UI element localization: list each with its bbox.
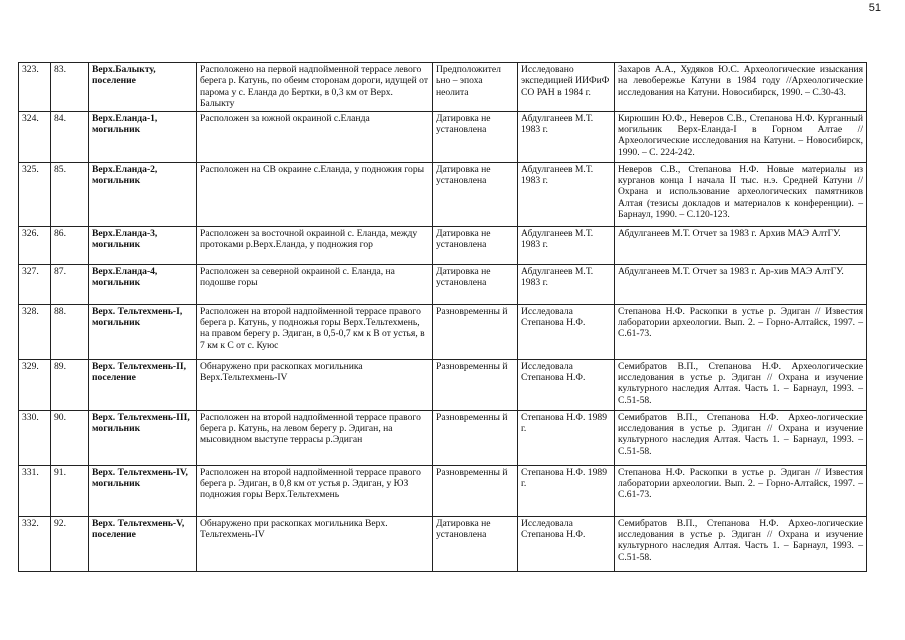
location-cell: Расположен на второй надпойменной террасе правого берега р. Катунь, у подножья горы Верх.Тельтехмень, на правом берегу р. Эдиган, в 0,5-0,7 км к В от устья, в 7 км к С от с. Куюс [197,304,433,359]
row-number: 323. [19,63,51,112]
row-number: 326. [19,226,51,264]
dating-cell: Датировка не установлена [433,264,518,304]
references-cell: Абдулганеев М.Т. Отчет за 1983 г. Ар-хив МАЭ АлтГУ. [615,264,867,304]
table-row [19,226,867,264]
table-row [19,304,867,359]
local-number: 90. [51,410,89,465]
row-number: 325. [19,162,51,226]
location-cell: Обнаружено при раскопках могильника Верх.Тельтехмень-IV [197,359,433,410]
location-cell: Расположен на второй надпойменной террасе правого берега р. Катунь, на левом берегу р. Эдиган, на мысовидном выступе террасы р.Эдиган [197,410,433,465]
table-row [19,465,867,516]
row-number: 329. [19,359,51,410]
location-cell: Расположен на СВ окраине с.Еланда, у подножия горы [197,162,433,226]
table-row [19,516,867,571]
researcher-cell: Абдулганеев М.Т. 1983 г. [518,226,615,264]
references-cell: Семибратов В.П., Степанова Н.Ф. Архео-логические исследования в устье р. Эдиган // Охрана и изучение культурного наследия Алтая. Часть 1. – Барнаул, 1993. – С.51-58. [615,410,867,465]
table-row [19,359,867,410]
references-cell: Захаров А.А., Худяков Ю.С. Археологические изыскания на левобережье Катуни в 1984 году //Археологические исследования на Катуни. Новосибирск, 1990. – С.30-43. [615,63,867,112]
monument-name: Верх.Еланда-4, могильник [89,264,197,304]
local-number: 92. [51,516,89,571]
references-cell: Семибратов В.П., Степанова Н.Ф. Архео-логические исследования в устье р. Эдиган // Охрана и изучение культурного наследия Алтая. Часть 1. – Барнаул, 1993. – С.51-58. [615,516,867,571]
page-number: 51 [868,2,881,14]
local-number: 87. [51,264,89,304]
researcher-cell: Исследовала Степанова Н.Ф. [518,516,615,571]
table-row [19,162,867,226]
local-number: 88. [51,304,89,359]
monument-name: Верх. Тельтехмень-I, могильник [89,304,197,359]
location-cell: Расположен на второй надпойменной террасе правого берега р. Эдиган, в 0,8 км от устья р. Эдиган, у ЮЗ подножия горы Верх.Тельтехмень [197,465,433,516]
local-number: 85. [51,162,89,226]
row-number: 328. [19,304,51,359]
local-number: 91. [51,465,89,516]
researcher-cell: Исследовано экспедицией ИИФиФ СО РАН в 1984 г. [518,63,615,112]
researcher-cell: Исследовала Степанова Н.Ф. [518,304,615,359]
monument-name: Верх. Тельтехмень-II, поселение [89,359,197,410]
dating-cell: Датировка не установлена [433,111,518,162]
table-body [19,63,867,572]
monuments-table [18,62,867,572]
row-number: 324. [19,111,51,162]
monument-name: Верх. Тельтехмень-IV, могильник [89,465,197,516]
monument-name: Верх. Тельтехмень-V, поселение [89,516,197,571]
location-cell: Расположено на первой надпойменной террасе левого берега р. Катунь, по обеим сторонам дороги, идущей от парома у с. Еланда до Бертки, в 0,3 км от Верх. Балыкту [197,63,433,112]
row-number: 330. [19,410,51,465]
references-cell: Степанова Н.Ф. Раскопки в устье р. Эдиган // Известия лаборатории археологии. Вып. 2. – Горно-Алтайск, 1997. – С.61-73. [615,465,867,516]
references-cell: Абдулганеев М.Т. Отчет за 1983 г. Архив МАЭ АлтГУ. [615,226,867,264]
monument-name: Верх.Еланда-2, могильник [89,162,197,226]
local-number: 86. [51,226,89,264]
row-number: 327. [19,264,51,304]
researcher-cell: Степанова Н.Ф. 1989 г. [518,465,615,516]
references-cell: Неверов С.В., Степанова Н.Ф. Новые материалы из курганов конца I начала II тыс. н.э. Средней Катуни // Охрана и использование археологических памятников Алтая (тезисы докладов и материалов к конференции). – Барнаул, 1990. – С.120-123. [615,162,867,226]
researcher-cell: Абдулганеев М.Т. 1983 г. [518,264,615,304]
location-cell: Обнаружено при раскопках могильника Верх. Тельтехмень-IV [197,516,433,571]
researcher-cell: Абдулганеев М.Т. 1983 г. [518,111,615,162]
local-number: 83. [51,63,89,112]
monument-name: Верх.Балыкту, поселение [89,63,197,112]
location-cell: Расположен за восточной окраиной с. Еланда, между протоками р.Верх.Еланда, у подножия гор [197,226,433,264]
monument-name: Верх.Еланда-3, могильник [89,226,197,264]
dating-cell: Датировка не установлена [433,516,518,571]
researcher-cell: Абдулганеев М.Т. 1983 г. [518,162,615,226]
dating-cell: Датировка не установлена [433,162,518,226]
references-cell: Степанова Н.Ф. Раскопки в устье р. Эдиган // Известия лаборатории археологии. Вып. 2. – Горно-Алтайск, 1997. – С.61-73. [615,304,867,359]
row-number: 331. [19,465,51,516]
monument-name: Верх. Тельтехмень-III, могильник [89,410,197,465]
dating-cell: Предположител ьно – эпоха неолита [433,63,518,112]
dating-cell: Разновременны й [433,304,518,359]
references-cell: Кирюшин Ю.Ф., Неверов С.В., Степанова Н.Ф. Курганный могильник Верх-Еланда-I в Горном Алтае // Археологические исследования на Катуни. – Новосибирск, 1990. – С. 224-242. [615,111,867,162]
researcher-cell: Исследовала Степанова Н.Ф. [518,359,615,410]
references-cell: Семибратов В.П., Степанова Н.Ф. Археологические исследования в устье р. Эдиган // Охрана и изучение культурного наследия Алтая. Часть 1. – Барнаул, 1993. – С.51-58. [615,359,867,410]
table-row [19,264,867,304]
local-number: 84. [51,111,89,162]
table-row [19,111,867,162]
dating-cell: Датировка не установлена [433,226,518,264]
location-cell: Расположен за южной окраиной с.Еланда [197,111,433,162]
table-row [19,63,867,112]
dating-cell: Разновременны й [433,410,518,465]
row-number: 332. [19,516,51,571]
researcher-cell: Степанова Н.Ф. 1989 г. [518,410,615,465]
dating-cell: Разновременны й [433,359,518,410]
monument-name: Верх.Еланда-1, могильник [89,111,197,162]
location-cell: Расположен за северной окраиной с. Еланда, на подошве горы [197,264,433,304]
table-row [19,410,867,465]
dating-cell: Разновременны й [433,465,518,516]
local-number: 89. [51,359,89,410]
